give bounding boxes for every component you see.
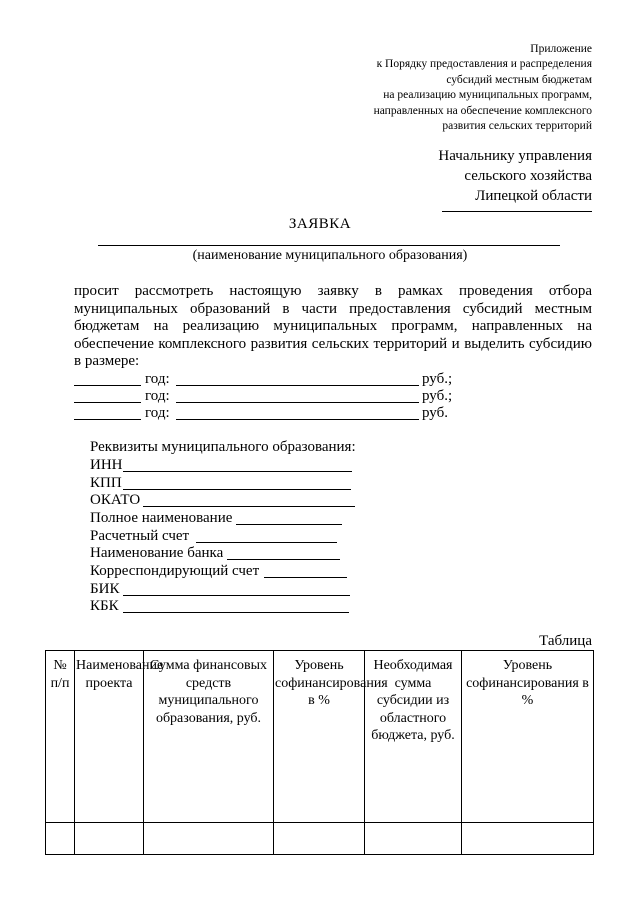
requisite-label: КПП — [90, 475, 122, 491]
requisite-blank[interactable] — [123, 471, 352, 472]
requisite-inn — [90, 457, 123, 475]
requisite-correspondent-account — [90, 563, 259, 581]
requisite-blank[interactable] — [227, 559, 340, 560]
column-header-required-subsidy: Необходимая сумма субсидии из областного бюджета, руб. — [365, 651, 462, 823]
requisite-label: БИК — [90, 581, 120, 597]
table-caption: Таблица — [539, 633, 592, 649]
year-blank[interactable] — [74, 385, 141, 386]
column-header-number: № п/п — [46, 651, 75, 823]
requisite-blank[interactable] — [264, 577, 347, 578]
requisite-okato — [90, 492, 140, 510]
request-text: просит рассмотреть настоящую заявку в рамках проведения отбора муниципальных образований в части предоставления субсидий местным бюджетам на реализацию муниципальных программ, направленных на обеспечение комплексного развития сельских территорий и выделить субсидию в размере: — [74, 283, 592, 370]
appendix-line: развития сельских территорий — [442, 120, 592, 133]
year-amount-row — [74, 388, 453, 406]
requisite-blank[interactable] — [123, 595, 350, 596]
amount-blank[interactable] — [176, 419, 419, 420]
column-header-project-name: Наименование проекта — [75, 651, 144, 823]
table-header-row — [46, 651, 594, 823]
year-amount-row — [74, 405, 448, 423]
year-label: год: — [145, 371, 170, 387]
request-paragraph — [74, 283, 592, 371]
requisites-heading: Реквизиты муниципального образования: — [90, 439, 356, 455]
currency-label: руб.; — [422, 371, 453, 387]
year-label: год: — [145, 388, 170, 404]
amount-blank[interactable] — [176, 402, 419, 403]
requisite-label: ИНН — [90, 457, 123, 473]
requisite-label: Расчетный счет — [90, 528, 190, 544]
table-cell[interactable] — [75, 823, 144, 855]
table-cell[interactable] — [365, 823, 462, 855]
document-title: ЗАЯВКА — [288, 216, 352, 232]
currency-label: руб.; — [422, 388, 453, 404]
requisite-blank[interactable] — [123, 489, 351, 490]
municipality-caption: (наименование муниципального образования) — [192, 248, 468, 263]
requisite-label: КБК — [90, 598, 119, 614]
requisite-full-name — [90, 510, 232, 528]
table-cell[interactable] — [274, 823, 365, 855]
requisite-blank[interactable] — [196, 542, 337, 543]
requisite-label: Полное наименование — [90, 510, 233, 526]
requisite-bik — [90, 581, 119, 599]
requisite-kbk — [90, 598, 119, 616]
table-cell[interactable] — [462, 823, 594, 855]
requisite-label: Корреспондирующий счет — [90, 563, 260, 579]
year-amount-row — [74, 371, 453, 389]
addressee-line: Начальнику управления — [438, 148, 592, 164]
currency-label: руб. — [422, 405, 448, 421]
addressee-line: Липецкой области — [475, 188, 592, 204]
appendix-line: Приложение — [530, 43, 592, 55]
requisite-kpp — [90, 475, 122, 493]
requisite-bank — [90, 545, 223, 563]
amount-blank[interactable] — [176, 385, 419, 386]
table-row — [46, 823, 594, 855]
addressee-line: сельского хозяйства — [464, 168, 592, 184]
year-blank[interactable] — [74, 402, 141, 403]
table-cell[interactable] — [46, 823, 75, 855]
appendix-line: к Порядку предоставления и распределения — [376, 58, 592, 71]
requisite-blank[interactable] — [123, 612, 349, 613]
requisite-blank[interactable] — [143, 506, 355, 507]
year-blank[interactable] — [74, 419, 141, 420]
table-cell[interactable] — [144, 823, 274, 855]
appendix-line: субсидий местным бюджетам — [446, 73, 592, 86]
column-header-municipal-funds: Сумма финансовых средств муниципального образования, руб. — [144, 651, 274, 823]
appendix-line: на реализацию муниципальных программ, — [383, 89, 592, 102]
column-header-cofinancing-level: Уровень софинансирования в % — [274, 651, 365, 823]
appendix-line: направленных на обеспечение комплексного — [373, 104, 592, 117]
requisite-account — [90, 528, 189, 546]
subsidy-table — [45, 650, 594, 855]
requisite-label: Наименование банка — [90, 545, 224, 561]
requisite-label: ОКАТО — [90, 492, 141, 508]
addressee-block — [438, 146, 592, 206]
municipality-name-line[interactable] — [98, 245, 560, 246]
appendix-note — [374, 42, 592, 134]
column-header-cofinancing-level-2: Уровень софинансирования в % — [462, 651, 594, 823]
year-label: год: — [145, 405, 170, 421]
requisite-blank[interactable] — [236, 524, 342, 525]
addressee-signature-line[interactable] — [442, 211, 592, 212]
